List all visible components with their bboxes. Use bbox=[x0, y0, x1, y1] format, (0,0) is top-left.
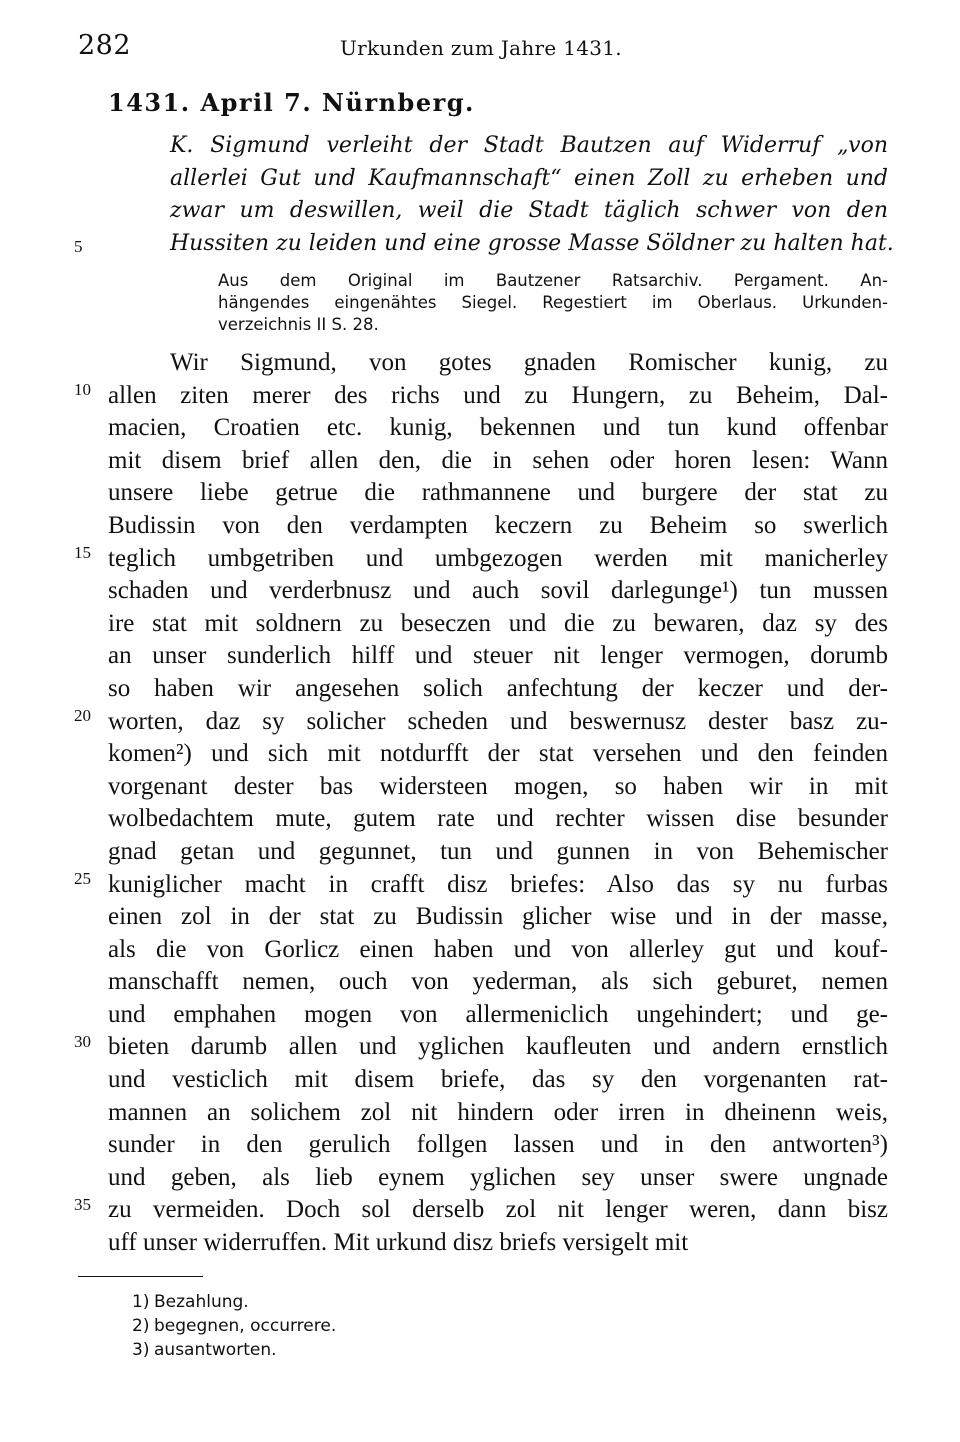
text-line: vorgenant dester bas widersteen mogen, so haben wir in mit bbox=[108, 772, 888, 800]
text-line: sunder in den gerulich follgen lassen und in den antworten³) bbox=[108, 1131, 888, 1159]
line-number: 30 bbox=[74, 1031, 91, 1051]
text-line: und vesticlich mit disem briefe, das sy den vorgenanten rat- bbox=[108, 1066, 888, 1094]
footnote-marker: 3) bbox=[132, 1340, 150, 1360]
source-note-line: Aus dem Original im Bautzener Ratsarchiv. Pergament. An- bbox=[218, 271, 888, 290]
footnote bbox=[132, 1290, 336, 1314]
regest-line: Hussiten zu leiden und eine grosse Masse Söldner zu halten hat. bbox=[170, 230, 894, 256]
line-number: 20 bbox=[74, 705, 91, 725]
footnote-text: Bezahlung. bbox=[154, 1292, 249, 1312]
text-line: manschafft nemen, ouch von yederman, als sich geburet, nemen bbox=[108, 968, 888, 996]
footnotes bbox=[132, 1290, 336, 1362]
source-note-line: hängendes eingenähtes Siegel. Regestiert im Oberlaus. Urkunden- bbox=[218, 293, 888, 312]
text-line: und emphahen mogen von allermeniclich ungehindert; und ge- bbox=[108, 1000, 888, 1028]
charter-text bbox=[74, 347, 888, 1260]
line-number: 5 bbox=[74, 237, 83, 256]
regest-line: allerlei Gut und Kaufmannschaft“ einen Zoll zu erheben und bbox=[170, 165, 888, 191]
text-line: teglich umbgetriben und umbgezogen werden mit manicherley bbox=[108, 544, 888, 572]
line-number: 10 bbox=[74, 379, 91, 399]
text-line: so haben wir angesehen solich anfechtung der keczer und der- bbox=[108, 674, 888, 702]
text-line: allen ziten merer des richs und zu Hungern, zu Beheim, Dal- bbox=[108, 381, 888, 409]
footnote-text: ausantworten. bbox=[154, 1340, 277, 1360]
text-line: an unser sunderlich hilff und steuer nit lenger vermogen, dorumb bbox=[108, 642, 888, 670]
source-note bbox=[218, 270, 888, 336]
running-title: Urkunden zum Jahre 1431. bbox=[340, 36, 622, 60]
document-date-heading: 1431. April 7. Nürnberg. bbox=[108, 88, 475, 117]
text-line: und geben, als lieb eynem yglichen sey unser swere ungnade bbox=[108, 1163, 888, 1191]
text-line: macien, Croatien etc. kunig, bekennen und tun kund offenbar bbox=[108, 414, 888, 442]
source-note-line: verzeichnis II S. 28. bbox=[218, 315, 379, 334]
text-line: komen²) und sich mit notdurfft der stat versehen und den feinden bbox=[108, 740, 888, 768]
page-number: 282 bbox=[78, 30, 132, 61]
text-line: ire stat mit soldnern zu beseczen und die zu bewaren, daz sy des bbox=[108, 609, 888, 637]
text-line: schaden und verderbnusz und auch sovil darlegunge¹) tun mussen bbox=[108, 577, 888, 605]
text-line: unsere liebe getrue die rathmannene und burgere der stat zu bbox=[108, 479, 888, 507]
line-number: 35 bbox=[74, 1194, 91, 1214]
text-line: einen zol in der stat zu Budissin glicher wise und in der masse, bbox=[108, 903, 888, 931]
footnote-marker: 1) bbox=[132, 1292, 150, 1312]
regest-line: zwar um deswillen, weil die Stadt täglich schwer von den bbox=[170, 198, 888, 223]
text-line: gnad getan und gegunnet, tun und gunnen in von Behemischer bbox=[108, 837, 888, 865]
text-line: zu vermeiden. Doch sol derselb zol nit lenger weren, dann bisz bbox=[108, 1196, 888, 1224]
text-line: Wir Sigmund, von gotes gnaden Romischer kunig, zu bbox=[170, 349, 888, 376]
footnote bbox=[132, 1338, 336, 1362]
regest-summary bbox=[170, 130, 894, 260]
text-line: als die von Gorlicz einen haben und von allerley gut und kouf- bbox=[108, 935, 888, 963]
text-line: uff unser widerruffen. Mit urkund disz briefs versigelt mit bbox=[108, 1229, 689, 1257]
regest-line: K. Sigmund verleiht der Stadt Bautzen auf Widerruf „von bbox=[170, 133, 888, 158]
text-line: kuniglicher macht in crafft disz briefes: Also das sy nu furbas bbox=[108, 870, 888, 898]
text-line: Budissin von den verdampten keczern zu Beheim so swerlich bbox=[108, 511, 888, 539]
footnote-text: begegnen, occurrere. bbox=[154, 1316, 337, 1336]
line-number: 15 bbox=[74, 542, 91, 562]
line-number: 25 bbox=[74, 868, 91, 888]
text-line: wolbedachtem mute, gutem rate und rechter wissen dise besunder bbox=[108, 805, 888, 833]
footnote bbox=[132, 1314, 336, 1338]
text-line: mit disem brief allen den, die in sehen oder horen lesen: Wann bbox=[108, 446, 888, 474]
text-line: bieten darumb allen und yglichen kaufleuten und andern ernstlich bbox=[108, 1033, 888, 1061]
text-line: worten, daz sy solicher scheden und beswernusz dester basz zu- bbox=[108, 707, 888, 735]
footnote-marker: 2) bbox=[132, 1316, 150, 1336]
footnote-divider bbox=[78, 1276, 203, 1277]
text-line: mannen an solichem zol nit hindern oder irren in dheinenn weis, bbox=[108, 1098, 888, 1126]
